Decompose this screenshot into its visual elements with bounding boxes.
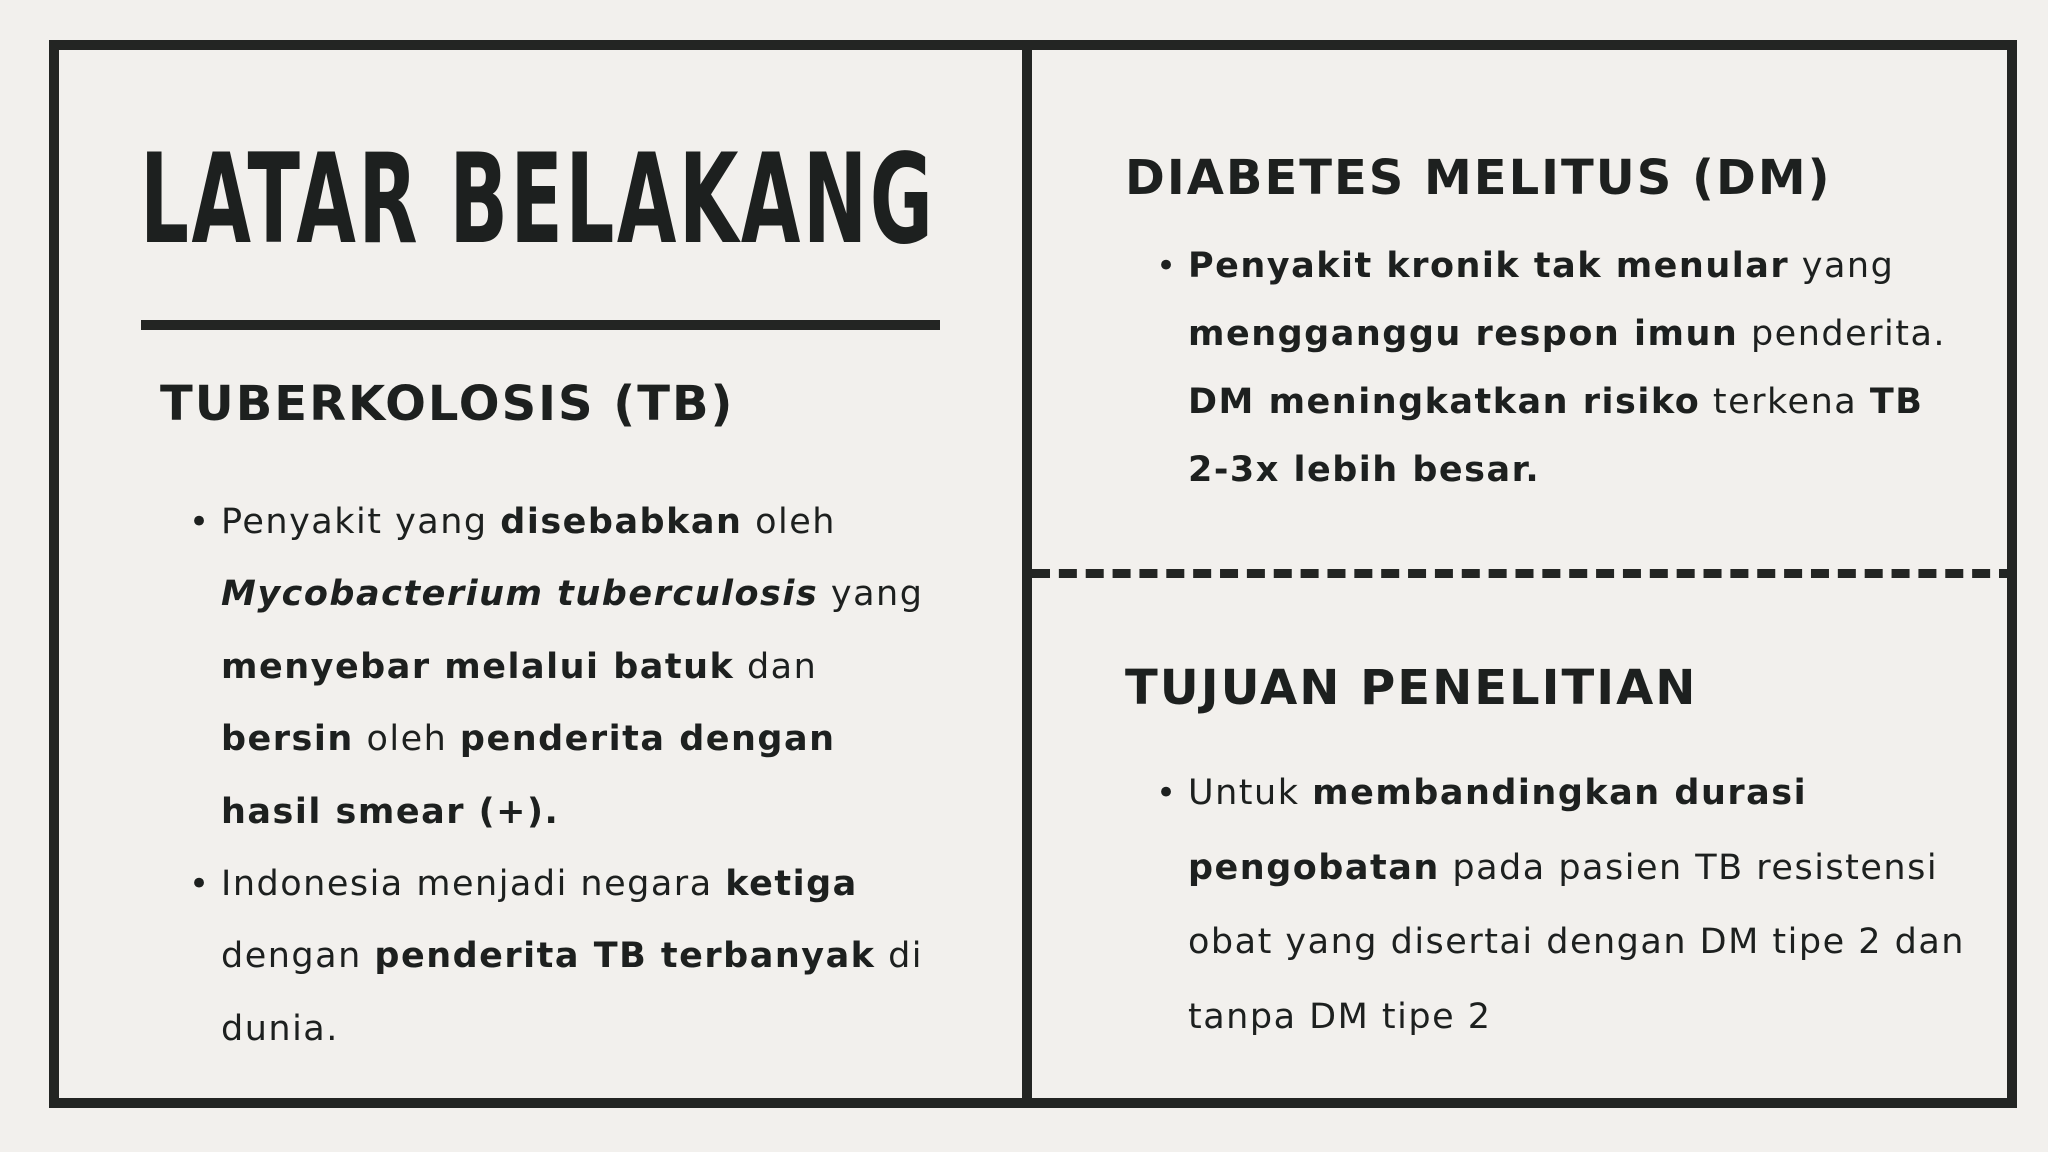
bullet-emphasis: ketiga <box>725 864 858 905</box>
vertical-divider <box>1022 40 1032 1108</box>
bullet-item <box>1156 756 1978 1054</box>
bullet-emphasis: menyebar melalui batuk <box>221 646 735 687</box>
bullet-dot: • <box>189 864 211 905</box>
bullet-dot: • <box>1156 246 1178 286</box>
bullet-text: dengan <box>221 936 375 977</box>
bullet-emphasis: penderita dengan hasil smear (+). <box>221 719 836 832</box>
bullet-text: yang <box>1789 246 1895 286</box>
bullet-emphasis: TB 2-3x lebih besar. <box>1188 382 1924 490</box>
bullet-text: pada pasien TB resistensi obat yang disertai dengan DM tipe 2 dan tanpa DM tipe 2 <box>1188 847 1965 1037</box>
bullet-text: oleh <box>353 719 460 760</box>
bullet-emphasis: Penyakit kronik tak menular <box>1188 246 1790 286</box>
bullet-text: penderita. <box>1738 314 1947 354</box>
bullet-text: Penyakit yang <box>221 502 501 542</box>
bullet-emphasis: DM meningkatkan risiko <box>1188 382 1701 422</box>
tb-bullet-list <box>189 486 941 1065</box>
bullet-dot: • <box>189 502 211 542</box>
heading-tuberkolosis: TUBERKOLOSIS (TB) <box>160 376 735 432</box>
bullet-text: oleh <box>742 502 836 542</box>
bullet-item <box>189 848 941 1065</box>
bullet-text: dan <box>734 646 818 687</box>
bullet-text: yang <box>818 574 924 615</box>
bullet-item <box>1156 232 1978 504</box>
bullet-emphasis: bersin <box>221 719 354 760</box>
heading-diabetes: DIABETES MELITUS (DM) <box>1125 150 1832 206</box>
bullet-emphasis: membandingkan durasi pengobatan <box>1188 773 1808 888</box>
bullet-text: Untuk <box>1188 773 1313 813</box>
heading-tujuan: TUJUAN PENELITIAN <box>1125 660 1698 716</box>
bullet-emphasis: disebabkan <box>500 502 743 542</box>
bullet-emphasis: penderita TB terbanyak <box>374 936 876 977</box>
dm-bullet-list <box>1156 232 1978 504</box>
bullet-item <box>189 486 941 848</box>
dashed-divider <box>1032 569 2017 578</box>
bullet-text: Indonesia menjadi negara <box>221 864 726 905</box>
bullet-text: di dunia. <box>221 936 924 1049</box>
bullet-emphasis: Mycobacterium tuberculosis <box>221 574 819 615</box>
bullet-text: terkena <box>1700 382 1870 422</box>
page-title: LATAR BELAKANG <box>140 128 936 272</box>
bullet-emphasis: mengganggu respon imun <box>1188 314 1739 354</box>
bullet-dot: • <box>1156 773 1178 813</box>
title-underline <box>141 320 940 330</box>
tujuan-bullet-list <box>1156 756 1978 1054</box>
